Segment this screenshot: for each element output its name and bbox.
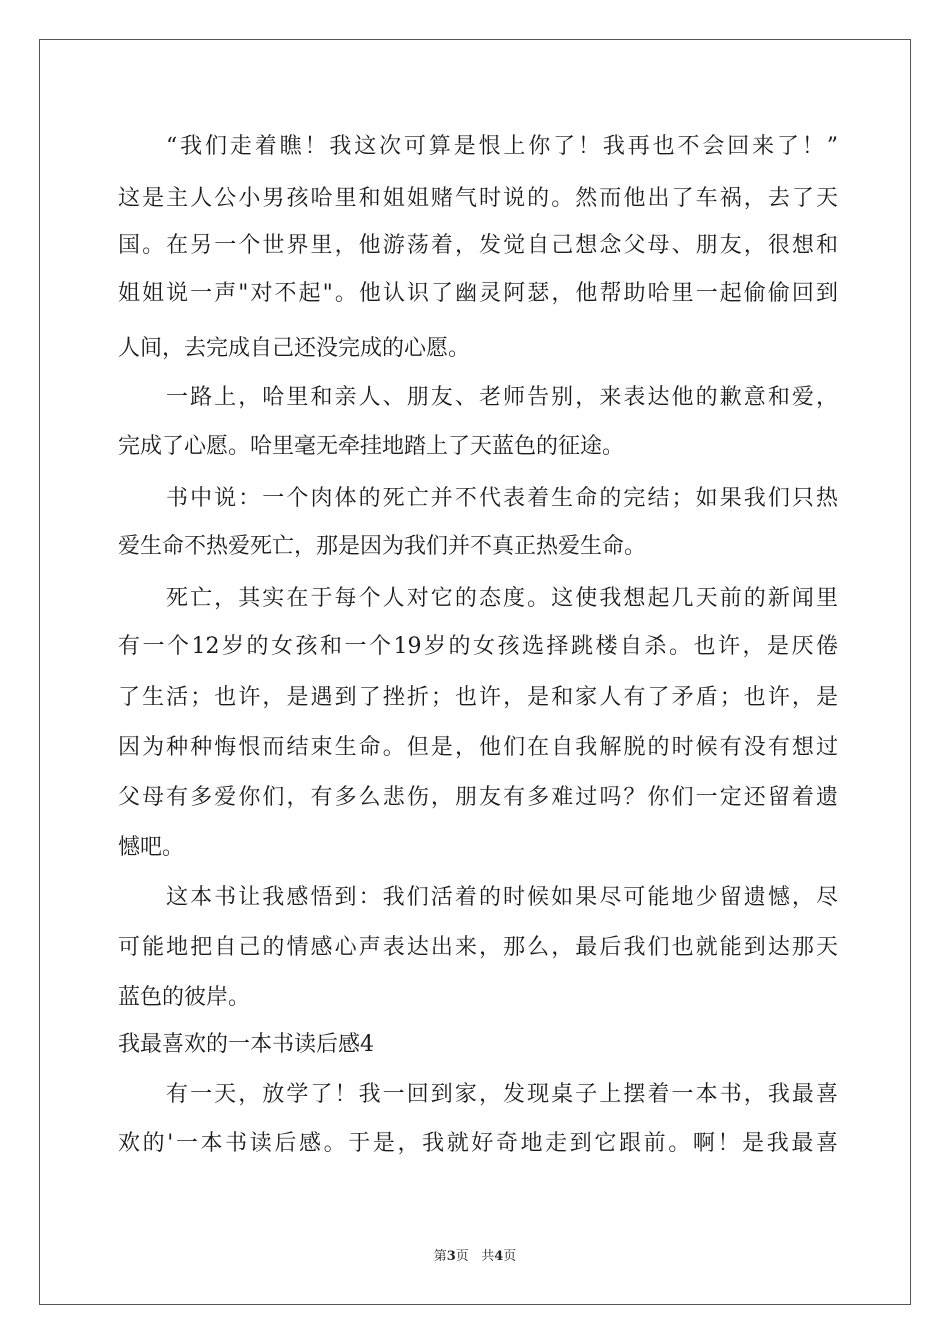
- paragraph-line: 人间，去完成自己还没完成的心愿。: [118, 336, 471, 361]
- paragraph-line: 了生活；也许，是遇到了挫折；也许，是和家人有了矛盾；也许，是: [118, 685, 838, 710]
- paragraph-line: 有一天，放学了！我一回到家，发现桌子上摆着一本书，我最喜: [166, 1082, 838, 1107]
- page-footer: [0, 1245, 950, 1264]
- paragraph-line: 欢的'一本书读后感。于是，我就好奇地走到它跟前。啊！是我最喜: [118, 1131, 838, 1156]
- paragraph-line: 国。在另一个世界里，他游荡着，发觉自己想念父母、朋友，很想和: [118, 233, 838, 258]
- paragraph-line: 因为种种悔恨而结束生命。但是，他们在自我解脱的时候有没有想过: [118, 735, 838, 760]
- paragraph-line: 书中说：一个肉体的死亡并不代表着生命的完结；如果我们只热: [166, 486, 838, 511]
- paragraph-line: 憾吧。: [118, 835, 185, 860]
- paragraph-line: 父母有多爱你们，有多么悲伤，朋友有多难过吗？你们一定还留着遗: [118, 785, 838, 810]
- paragraph-line: 这是主人公小男孩哈里和姐姐赌气时说的。然而他出了车祸，去了天: [118, 186, 838, 211]
- paragraph-line: “我们走着瞧！我这次可算是恨上你了！我再也不会回来了！”: [166, 134, 838, 159]
- paragraph-line: 蓝色的彼岸。: [118, 985, 251, 1010]
- paragraph-line: 姐姐说一声"对不起"。他认识了幽灵阿瑟，他帮助哈里一起偷偷回到: [118, 281, 838, 306]
- section-heading: 我最喜欢的一本书读后感4: [118, 1032, 374, 1057]
- page-number: 3: [446, 1249, 456, 1264]
- paragraph-line: 有一个12岁的女孩和一个19岁的女孩选择跳楼自杀。也许，是厌倦: [118, 634, 838, 659]
- paragraph-line: 一路上，哈里和亲人、朋友、老师告别，来表达他的歉意和爱，: [166, 385, 838, 410]
- paragraph-line: 完成了心愿。哈里毫无牵挂地踏上了天蓝色的征途。: [118, 434, 625, 459]
- paragraph-line: 死亡，其实在于每个人对它的态度。这使我想起几天前的新闻里: [166, 586, 838, 611]
- footer-total-prefix: 共: [481, 1249, 495, 1264]
- paragraph-line: 可能地把自己的情感心声表达出来，那么，最后我们也就能到达那天: [118, 935, 838, 960]
- footer-prefix: 第: [433, 1249, 447, 1264]
- footer-total-suffix: 页: [503, 1249, 517, 1264]
- paragraph-line: 爱生命不热爱死亡，那是因为我们并不真正热爱生命。: [118, 534, 647, 559]
- page-border: [39, 39, 911, 1305]
- total-pages: 4: [494, 1249, 504, 1264]
- paragraph-line: 这本书让我感悟到：我们活着的时候如果尽可能地少留遗憾，尽: [166, 885, 838, 910]
- footer-page-suffix: 页: [455, 1249, 469, 1264]
